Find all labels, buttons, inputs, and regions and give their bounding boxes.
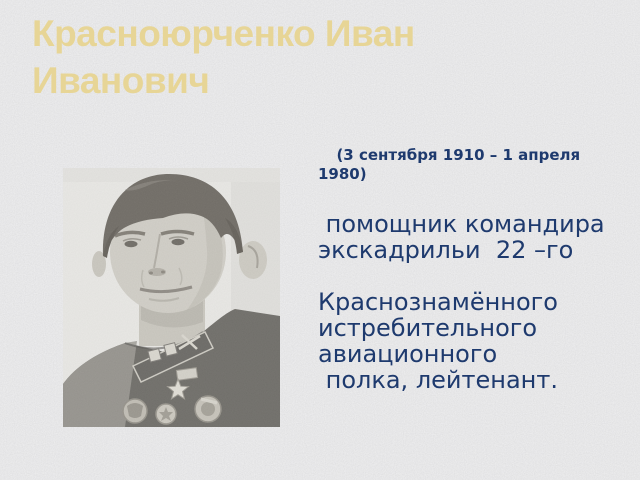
slide-title: Красноюрченко Иван Иванович — [32, 13, 415, 101]
bio-text-block — [318, 146, 626, 393]
life-dates: (3 сентября 1910 – 1 апреля 1980) — [318, 146, 586, 183]
portrait-photo — [63, 168, 280, 427]
portrait-illustration — [63, 168, 280, 427]
regiment-text: Краснознамённого истребительного авиационного — [318, 288, 566, 368]
rank-text: полка, лейтенант. — [318, 366, 558, 394]
role-text: помощник командира экскадрильи 22 –го — [318, 210, 613, 264]
